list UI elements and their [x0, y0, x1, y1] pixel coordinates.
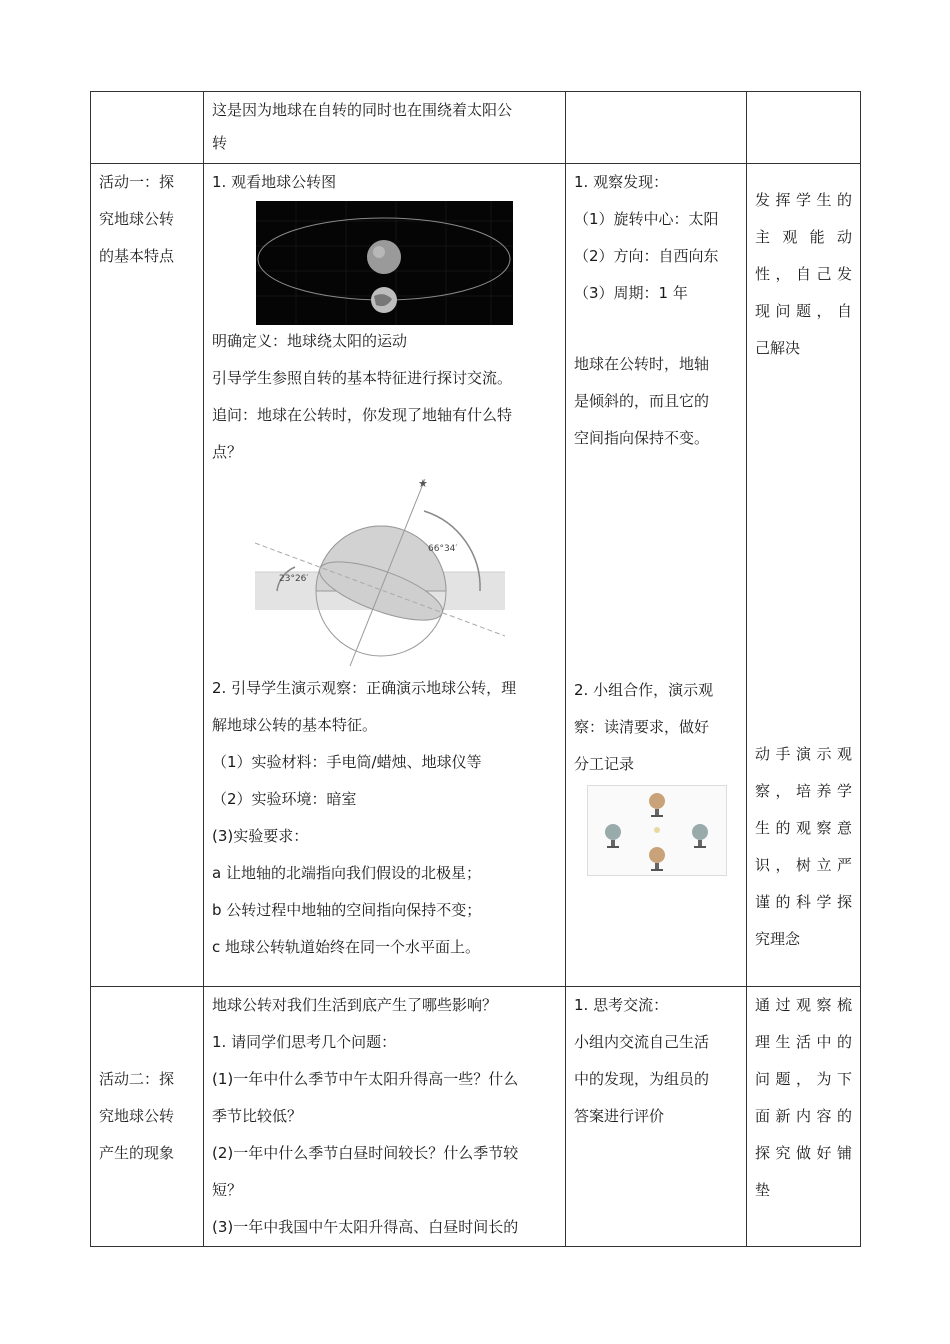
- observation-cell: [566, 164, 747, 987]
- sun-icon: [367, 240, 401, 274]
- activity-label: 究地球公转: [99, 210, 175, 228]
- text-line: 发挥学生的: [755, 191, 852, 209]
- text-line: 通过观察梳: [755, 996, 852, 1014]
- text-line: c 地球公转轨道始终在同一个水平面上。: [212, 938, 481, 956]
- text-line: 这是因为地球在自转的同时也在围绕着太阳公: [212, 101, 513, 119]
- text-line: 谨的科学探: [755, 893, 852, 911]
- text-line: 2. 引导学生演示观察：正确演示地球公转，理: [212, 679, 517, 697]
- text-line: (3)实验要求：: [212, 827, 309, 845]
- text-line: 地球在公转时，地轴: [574, 355, 710, 373]
- table-row: [91, 92, 861, 164]
- text-line: 探究做好铺: [755, 1144, 852, 1162]
- text-line: 1. 观看地球公转图: [212, 173, 337, 191]
- text-line: 小组内交流自己生活: [574, 1033, 710, 1051]
- content-cell: [204, 987, 566, 1247]
- purpose-cell: [747, 987, 861, 1247]
- text-line: 点？: [212, 443, 243, 461]
- text-line: 追问：地球在公转时，你发现了地轴有什么特: [212, 406, 513, 424]
- text-line: 生的观察意: [755, 819, 852, 837]
- text-line: 季节比较低？: [212, 1107, 303, 1125]
- angle-label-right: 66°34′: [427, 544, 457, 554]
- axis-tilt-diagram: [255, 471, 515, 666]
- orbit-photo: [256, 201, 513, 325]
- text-line: 解地球公转的基本特征。: [212, 716, 378, 734]
- text-line: 察，培养学: [755, 782, 852, 800]
- text-line: 1. 思考交流：: [574, 996, 669, 1014]
- text-line: b 公转过程中地轴的空间指向保持不变；: [212, 901, 482, 919]
- activity-label: 究地球公转: [99, 1107, 175, 1125]
- observation-cell: [566, 92, 747, 164]
- text-line: 转: [212, 134, 228, 152]
- purpose-cell: [747, 164, 861, 987]
- text-line: 1. 观察发现：: [574, 173, 669, 191]
- table-row: [91, 987, 861, 1247]
- activity-label-cell: [91, 164, 204, 987]
- text-line: (2)一年中什么季节白昼时间较长？什么季节较: [212, 1144, 519, 1162]
- text-line: 面新内容的: [755, 1107, 852, 1125]
- content-cell: [204, 92, 566, 164]
- text-line: 主观能动: [755, 228, 852, 246]
- text-line: 理生活中的: [755, 1033, 852, 1051]
- text-line: 地球公转对我们生活到底产生了哪些影响？: [212, 996, 498, 1014]
- text-line: 究理念: [755, 930, 801, 948]
- candle-icon: [654, 827, 660, 833]
- text-line: （1）实验材料：手电筒/蜡烛、地球仪等: [212, 753, 482, 771]
- angle-label-left: 23°26′: [278, 574, 308, 584]
- text-line: 察：读清要求，做好: [574, 718, 710, 736]
- activity-label: 活动二：探: [99, 1070, 175, 1088]
- text-line: (1)一年中什么季节中午太阳升得高一些？什么: [212, 1070, 519, 1088]
- text-line: 现问题，自: [755, 302, 852, 320]
- text-line: (3)一年中我国中午太阳升得高、白昼时间长的: [212, 1218, 519, 1236]
- activity-label: 活动一：探: [99, 173, 175, 191]
- text-line: 分工记录: [574, 755, 635, 773]
- text-line: a 让地轴的北端指向我们假设的北极星；: [212, 864, 481, 882]
- text-line: 问题，为下: [755, 1070, 852, 1088]
- activity-label-cell: [91, 987, 204, 1247]
- activity-label: 的基本特点: [99, 247, 175, 265]
- observation-cell: [566, 987, 747, 1247]
- text-line: 垫: [755, 1181, 771, 1199]
- text-line: 中的发现，为组员的: [574, 1070, 710, 1088]
- label-cell: [91, 92, 204, 164]
- text-line: 引导学生参照自转的基本特征进行探讨交流。: [212, 369, 513, 387]
- lesson-table: [90, 91, 861, 1247]
- star-icon: ★: [417, 477, 428, 490]
- content-cell: [204, 164, 566, 987]
- text-line: 短？: [212, 1181, 243, 1199]
- text-line: 空间指向保持不变。: [574, 429, 710, 447]
- globe-demo-photo: [587, 785, 727, 876]
- text-line: 答案进行评价: [574, 1107, 665, 1125]
- text-line: 性，自己发: [755, 265, 852, 283]
- text-line: 2. 小组合作，演示观: [574, 681, 714, 699]
- text-line: 是倾斜的，而且它的: [574, 392, 710, 410]
- text-line: 1. 请同学们思考几个问题：: [212, 1033, 397, 1051]
- text-line: （1）旋转中心：太阳: [574, 210, 719, 228]
- activity-label: 产生的现象: [99, 1144, 175, 1162]
- text-line: 识，树立严: [755, 856, 852, 874]
- text-line: 己解决: [755, 339, 801, 357]
- table-row: [91, 164, 861, 987]
- text-line: （2）方向：自西向东: [574, 247, 719, 265]
- text-line: 明确定义：地球绕太阳的运动: [212, 332, 408, 350]
- text-line: （3）周期：1 年: [574, 284, 688, 302]
- purpose-cell: [747, 92, 861, 164]
- text-line: 动手演示观: [755, 745, 852, 763]
- text-line: （2）实验环境：暗室: [212, 790, 357, 808]
